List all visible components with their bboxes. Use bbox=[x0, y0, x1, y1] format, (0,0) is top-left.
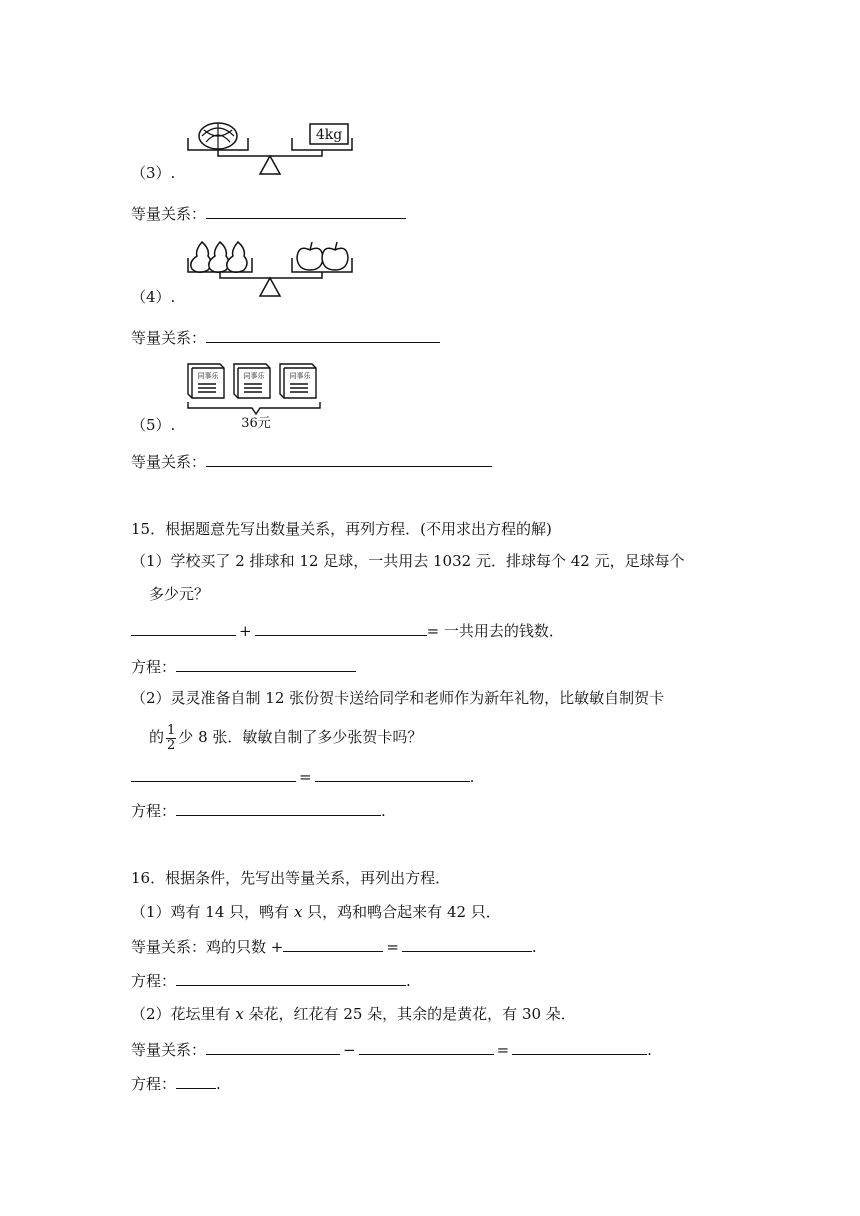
minus-sign: − bbox=[343, 1041, 356, 1059]
line-end: . bbox=[531, 938, 537, 956]
plus-sign: + bbox=[239, 622, 252, 640]
fraction-numerator: 1 bbox=[167, 722, 176, 738]
equation-label: 方程： bbox=[131, 972, 177, 990]
fraction-denominator: 2 bbox=[167, 737, 176, 753]
line-end: . bbox=[647, 1041, 652, 1059]
equals-sign: = bbox=[386, 938, 399, 956]
answer-blank[interactable] bbox=[315, 766, 470, 782]
q16-part2-text bbox=[131, 1004, 576, 1024]
answer-blank[interactable] bbox=[359, 1039, 494, 1055]
q15-part2-equation bbox=[131, 800, 386, 821]
text-segment: 朵花，红花有 25 朵，其余的是黄花，有 30 朵． bbox=[243, 1005, 576, 1023]
item3-label: （3）. bbox=[131, 164, 176, 182]
equals-sign: = bbox=[496, 1041, 510, 1059]
equals-sign: = bbox=[299, 768, 312, 786]
q15-part1-equation bbox=[131, 656, 356, 677]
line-prefix: 的 bbox=[149, 728, 165, 746]
item5-label: （5）. bbox=[131, 416, 176, 434]
variable-x: x bbox=[293, 903, 303, 921]
relation-label: 等量关系： bbox=[131, 1041, 207, 1059]
q15-part1-line2: 多少元？ bbox=[149, 585, 210, 603]
line-end: . bbox=[469, 768, 475, 786]
answer-blank[interactable] bbox=[131, 620, 236, 636]
line-suffix: 少 8 张．敏敏自制了多少张贺卡吗？ bbox=[178, 728, 423, 746]
q15-part1-line1: （1）学校买了 2 排球和 12 足球，一共用去 1032 元．排球每个 42 元，足球每个 bbox=[131, 552, 685, 570]
line-end: . bbox=[406, 972, 411, 990]
answer-blank[interactable] bbox=[176, 1073, 216, 1089]
relation-label: 等量关系：鸡的只数 + bbox=[131, 938, 284, 956]
book-title-1: 同事乐 bbox=[197, 372, 219, 380]
q15-title: 15．根据题意先写出数量关系，再列方程．(不用求出方程的解) bbox=[131, 520, 552, 538]
line-end: . bbox=[381, 802, 386, 820]
q15-part2-relation bbox=[131, 766, 474, 787]
equation-label: 方程： bbox=[131, 1075, 177, 1093]
q16-part2-relation bbox=[131, 1039, 652, 1060]
q16-part2-equation bbox=[131, 1073, 221, 1094]
text-segment: （2）花坛里有 bbox=[131, 1005, 236, 1023]
watermelon-icon bbox=[199, 123, 237, 149]
item5-relation-line bbox=[131, 451, 492, 472]
pear-icon bbox=[191, 242, 247, 272]
price-brace bbox=[188, 402, 320, 414]
q15-part2-line2 bbox=[149, 722, 422, 753]
equation-label: 方程： bbox=[131, 658, 177, 676]
item3-relation-line bbox=[131, 203, 406, 224]
answer-blank[interactable] bbox=[255, 620, 427, 636]
books-price-figure bbox=[180, 356, 330, 432]
q16-part1-text bbox=[131, 902, 501, 922]
fraction-one-half bbox=[166, 724, 176, 753]
answer-blank[interactable] bbox=[283, 936, 383, 952]
text-segment: （1）鸡有 14 只，鸭有 bbox=[131, 903, 294, 921]
answer-blank[interactable] bbox=[176, 656, 356, 672]
q16-part1-equation bbox=[131, 970, 411, 991]
answer-blank[interactable] bbox=[402, 936, 532, 952]
q15-part1-relation bbox=[131, 620, 564, 641]
text-segment: 只，鸡和鸭合起来有 42 只． bbox=[302, 903, 501, 921]
relation-label: 等量关系： bbox=[131, 205, 207, 223]
balance-watermelon-figure bbox=[180, 114, 360, 180]
q16-title: 16．根据条件，先写出等量关系，再列出方程． bbox=[131, 869, 451, 887]
relation-tail: = 一共用去的钱数． bbox=[426, 622, 564, 640]
answer-blank[interactable] bbox=[512, 1039, 647, 1055]
apple-icon bbox=[297, 242, 348, 270]
weight-label: 4kg bbox=[315, 127, 343, 143]
line-end: . bbox=[216, 1075, 221, 1093]
item4-label: （4）. bbox=[131, 288, 176, 306]
book-title-3: 同事乐 bbox=[289, 372, 311, 380]
answer-blank[interactable] bbox=[206, 1039, 340, 1055]
answer-blank[interactable] bbox=[206, 327, 440, 343]
book-title-2: 同事乐 bbox=[243, 372, 265, 380]
q16-part1-relation bbox=[131, 936, 537, 957]
answer-blank[interactable] bbox=[206, 451, 492, 467]
balance-fruit-figure bbox=[180, 236, 360, 302]
answer-blank[interactable] bbox=[176, 800, 381, 816]
q15-part2-line1: （2）灵灵准备自制 12 张份贺卡送给同学和老师作为新年礼物，比敏敏自制贺卡 bbox=[131, 689, 665, 707]
item4-relation-line bbox=[131, 327, 440, 348]
answer-blank[interactable] bbox=[206, 203, 406, 219]
price-label: 36元 bbox=[241, 416, 271, 431]
answer-blank[interactable] bbox=[131, 766, 296, 782]
answer-blank[interactable] bbox=[176, 970, 406, 986]
relation-label: 等量关系： bbox=[131, 329, 207, 347]
relation-label: 等量关系： bbox=[131, 453, 207, 471]
equation-label: 方程： bbox=[131, 802, 177, 820]
variable-x: x bbox=[235, 1005, 244, 1023]
book-icon bbox=[188, 364, 316, 398]
